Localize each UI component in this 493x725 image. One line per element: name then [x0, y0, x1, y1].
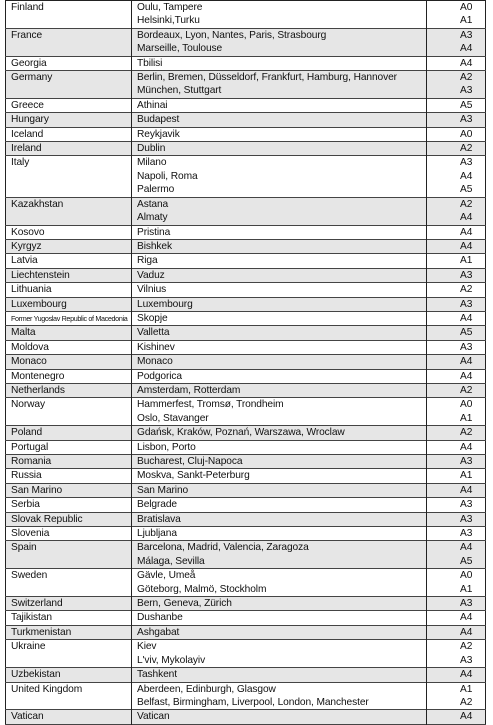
zone-class: A2: [427, 71, 486, 85]
country-group: [6, 383, 486, 397]
zone-class: A3: [460, 341, 473, 353]
zone-class: A4: [427, 355, 486, 369]
city-list: Belfast, Birmingham, Liverpool, London, Manchester: [132, 696, 427, 710]
country-name: Slovak Republic: [6, 512, 132, 526]
country-name: Iceland: [6, 127, 132, 141]
country-group: [6, 197, 486, 225]
country-name: Ukraine: [6, 640, 132, 654]
table-row: [6, 483, 486, 497]
table-row: [6, 1, 486, 15]
city-list: Vaduz: [132, 268, 427, 282]
zone-class: A4: [427, 211, 486, 225]
table-row: [6, 611, 486, 625]
table-row: [6, 211, 486, 225]
country-group: [6, 469, 486, 483]
city-list: Belgrade: [132, 498, 427, 512]
zone-class: A4: [460, 312, 473, 324]
country-group: [6, 668, 486, 682]
zone-class: A0: [460, 128, 473, 140]
zone-class: A3: [460, 528, 473, 540]
zone-class: A0: [460, 2, 473, 13]
country-name: Tajikistan: [6, 611, 132, 625]
country-name-empty: [6, 583, 132, 597]
table-row: [6, 254, 486, 268]
table-row: [6, 239, 486, 253]
zone-class: A5: [427, 555, 486, 569]
zone-class: A2: [427, 197, 486, 211]
zone-class: A3: [460, 654, 473, 666]
zone-class: A4: [427, 239, 486, 253]
city-list: Bern, Geneva, Zürich: [132, 597, 427, 611]
country-group: [6, 1, 486, 29]
table-row: [6, 283, 486, 297]
table-row: [6, 512, 486, 526]
table-row: [6, 696, 486, 710]
city-list: Skopje: [132, 311, 427, 325]
country-group: [6, 625, 486, 639]
table-row: [6, 682, 486, 696]
zone-class: A3: [427, 512, 486, 526]
zone-class: A1: [460, 683, 473, 695]
table-row: [6, 498, 486, 512]
country-name: San Marino: [6, 483, 132, 497]
country-group: [6, 512, 486, 526]
zone-class: A1: [460, 583, 473, 595]
zone-class: A3: [427, 113, 486, 127]
table-row: [6, 56, 486, 70]
city-list: Ashgabat: [132, 625, 427, 639]
country-group: [6, 311, 486, 325]
city-list: Berlin, Bremen, Düsseldorf, Frankfurt, Hamburg, Hannover: [132, 71, 427, 85]
zone-class: A3: [427, 597, 486, 611]
city-list: Vatican: [132, 710, 427, 724]
country-name: Finland: [6, 1, 132, 15]
zone-class: A2: [427, 383, 486, 397]
table-row: [6, 98, 486, 112]
city-list: Tashkent: [132, 668, 427, 682]
city-list: Luxembourg: [132, 297, 427, 311]
table-row: [6, 156, 486, 170]
country-name: Kazakhstan: [6, 197, 132, 211]
country-group: [6, 710, 486, 724]
country-group: [6, 28, 486, 56]
city-list: Dushanbe: [132, 611, 427, 625]
city-list: Bucharest, Cluj-Napoca: [132, 455, 427, 469]
country-name-empty: [6, 183, 132, 197]
table-row: [6, 28, 486, 42]
table-row: [6, 71, 486, 85]
country-group: [6, 340, 486, 354]
zone-class: A4: [427, 668, 486, 682]
city-list: Gävle, Umeå: [132, 569, 427, 583]
country-name: Slovenia: [6, 527, 132, 541]
country-group: [6, 56, 486, 70]
table-row: [6, 326, 486, 340]
zone-class: A4: [427, 483, 486, 497]
zone-class: A4: [460, 226, 473, 238]
city-list: Podgorica: [132, 369, 427, 383]
country-name: Poland: [6, 426, 132, 440]
country-name-empty: [6, 42, 132, 56]
zone-class: A2: [460, 284, 473, 296]
table-row: [6, 426, 486, 440]
zone-class: A3: [427, 297, 486, 311]
country-city-table: [5, 0, 486, 725]
zone-class: A1: [460, 412, 473, 424]
city-list: Oulu, Tampere: [132, 1, 427, 15]
city-list: München, Stuttgart: [132, 84, 427, 98]
city-list: Napoli, Roma: [132, 170, 427, 183]
country-name: Norway: [6, 398, 132, 412]
table-row: [6, 369, 486, 383]
country-name: Former Yugoslav Republic of Macedonia: [6, 311, 132, 325]
zone-class: A4: [427, 625, 486, 639]
zone-class: A4: [460, 612, 473, 624]
city-list: Gdańsk, Kraków, Poznań, Warszawa, Wroclaw: [132, 426, 427, 440]
zone-class: A5: [460, 99, 473, 111]
city-list: L'viv, Mykolayiv: [132, 654, 427, 668]
country-group: [6, 98, 486, 112]
city-list: Athinai: [132, 98, 427, 112]
country-group: [6, 498, 486, 512]
country-name: Georgia: [6, 56, 132, 70]
country-name: Netherlands: [6, 383, 132, 397]
zone-class: A2: [460, 641, 473, 653]
city-list: Ljubljana: [132, 527, 427, 541]
table-row: [6, 383, 486, 397]
city-list: Moskva, Sankt-Peterburg: [132, 469, 427, 483]
country-name: France: [6, 28, 132, 42]
country-name: Germany: [6, 71, 132, 85]
table-row: [6, 142, 486, 156]
city-list: Vilnius: [132, 283, 427, 297]
table-row: [6, 412, 486, 426]
country-group: [6, 355, 486, 369]
table-row: [6, 469, 486, 483]
city-list: Budapest: [132, 113, 427, 127]
country-group: [6, 156, 486, 197]
zone-class: A0: [460, 570, 473, 582]
country-name: Italy: [6, 156, 132, 170]
table-row: [6, 268, 486, 282]
table-row: [6, 583, 486, 597]
zone-class: A4: [460, 57, 473, 69]
zone-class: A3: [427, 455, 486, 469]
table-row: [6, 541, 486, 555]
country-name: Turkmenistan: [6, 625, 132, 639]
country-group: [6, 142, 486, 156]
zone-class: A5: [460, 184, 473, 196]
country-group: [6, 455, 486, 469]
table-row: [6, 183, 486, 197]
table-row: [6, 113, 486, 127]
city-list: Milano: [132, 156, 427, 170]
country-name: Latvia: [6, 254, 132, 268]
country-name-empty: [6, 170, 132, 183]
table-row: [6, 654, 486, 668]
city-list: Reykjavik: [132, 127, 427, 141]
table-row: [6, 127, 486, 141]
table-row: [6, 527, 486, 541]
city-list: Helsinki,Turku: [132, 14, 427, 28]
country-group: [6, 268, 486, 282]
country-name: Malta: [6, 326, 132, 340]
city-list: Bordeaux, Lyon, Nantes, Paris, Strasbourg: [132, 28, 427, 42]
country-name: Kyrgyz: [6, 239, 132, 253]
country-group: [6, 611, 486, 625]
country-name: Ireland: [6, 142, 132, 156]
country-name: Russia: [6, 469, 132, 483]
table-row: [6, 297, 486, 311]
zone-class: A1: [460, 470, 473, 482]
country-name: Greece: [6, 98, 132, 112]
city-list: Monaco: [132, 355, 427, 369]
table-row: [6, 640, 486, 654]
table-row: [6, 555, 486, 569]
country-group: [6, 113, 486, 127]
city-list: Almaty: [132, 211, 427, 225]
city-list: Kiev: [132, 640, 427, 654]
city-list: Bishkek: [132, 239, 427, 253]
zone-class: A4: [460, 170, 473, 182]
city-classification-sheet: [5, 0, 485, 725]
country-group: [6, 71, 486, 99]
city-list: Astana: [132, 197, 427, 211]
zone-class: A4: [460, 441, 473, 453]
table-row: [6, 311, 486, 325]
city-list: Hammerfest, Tromsø, Trondheim: [132, 398, 427, 412]
city-list: Tbilisi: [132, 56, 427, 70]
country-name-empty: [6, 696, 132, 710]
country-group: [6, 483, 486, 497]
city-list: Aberdeen, Edinburgh, Glasgow: [132, 682, 427, 696]
table-row: [6, 197, 486, 211]
zone-class: A4: [427, 541, 486, 555]
zone-class: A5: [427, 326, 486, 340]
country-name: Montenegro: [6, 369, 132, 383]
table-row: [6, 225, 486, 239]
zone-class: A4: [427, 710, 486, 724]
city-list: Kishinev: [132, 340, 427, 354]
country-group: [6, 254, 486, 268]
country-name: Spain: [6, 541, 132, 555]
zone-class: A2: [427, 426, 486, 440]
country-name: Sweden: [6, 569, 132, 583]
table-row: [6, 625, 486, 639]
country-name: Monaco: [6, 355, 132, 369]
country-name: Hungary: [6, 113, 132, 127]
country-group: [6, 440, 486, 454]
country-group: [6, 426, 486, 440]
zone-class: A0: [460, 399, 473, 411]
country-name: Romania: [6, 455, 132, 469]
zone-class: A2: [427, 142, 486, 156]
country-name-empty: [6, 412, 132, 426]
zone-class: A3: [460, 499, 473, 511]
table-row: [6, 42, 486, 56]
country-name: Serbia: [6, 498, 132, 512]
city-list: Dublin: [132, 142, 427, 156]
country-name: Moldova: [6, 340, 132, 354]
country-name: Vatican: [6, 710, 132, 724]
table-row: [6, 84, 486, 98]
table-row: [6, 597, 486, 611]
zone-class: A1: [460, 15, 473, 27]
city-list: Barcelona, Madrid, Valencia, Zaragoza: [132, 541, 427, 555]
city-list: San Marino: [132, 483, 427, 497]
country-name: United Kingdom: [6, 682, 132, 696]
zone-class: A3: [427, 84, 486, 98]
table-row: [6, 355, 486, 369]
country-name: Lithuania: [6, 283, 132, 297]
zone-class: A3: [427, 268, 486, 282]
country-name: Liechtenstein: [6, 268, 132, 282]
country-group: [6, 569, 486, 597]
table-row: [6, 710, 486, 724]
country-name: Kosovo: [6, 225, 132, 239]
country-group: [6, 127, 486, 141]
country-group: [6, 682, 486, 710]
city-list: Oslo, Stavanger: [132, 412, 427, 426]
table-row: [6, 340, 486, 354]
country-group: [6, 239, 486, 253]
city-list: Valletta: [132, 326, 427, 340]
country-group: [6, 527, 486, 541]
city-list: Riga: [132, 254, 427, 268]
zone-class: A4: [427, 42, 486, 56]
city-list: Marseille, Toulouse: [132, 42, 427, 56]
city-list: Bratislava: [132, 512, 427, 526]
zone-class: A2: [460, 696, 473, 708]
zone-class: A3: [460, 157, 473, 169]
zone-class: A3: [427, 28, 486, 42]
country-group: [6, 640, 486, 668]
city-list: Pristina: [132, 225, 427, 239]
city-list: Palermo: [132, 183, 427, 197]
country-group: [6, 597, 486, 611]
table-row: [6, 440, 486, 454]
country-name: Uzbekistan: [6, 668, 132, 682]
zone-class: A1: [460, 255, 473, 267]
country-name-empty: [6, 84, 132, 98]
country-name-empty: [6, 14, 132, 28]
country-name-empty: [6, 555, 132, 569]
table-row: [6, 170, 486, 183]
country-group: [6, 398, 486, 426]
table-row: [6, 569, 486, 583]
country-name-empty: [6, 654, 132, 668]
table-row: [6, 398, 486, 412]
country-name: Luxembourg: [6, 297, 132, 311]
country-name-empty: [6, 211, 132, 225]
city-list: Göteborg, Malmö, Stockholm: [132, 583, 427, 597]
country-group: [6, 225, 486, 239]
country-group: [6, 541, 486, 569]
table-row: [6, 14, 486, 28]
country-name: Switzerland: [6, 597, 132, 611]
city-list: Amsterdam, Rotterdam: [132, 383, 427, 397]
country-group: [6, 326, 486, 340]
zone-class: A4: [460, 370, 473, 382]
table-row: [6, 455, 486, 469]
city-list: Lisbon, Porto: [132, 440, 427, 454]
country-name: Portugal: [6, 440, 132, 454]
country-group: [6, 369, 486, 383]
table-row: [6, 668, 486, 682]
country-group: [6, 283, 486, 297]
city-list: Málaga, Sevilla: [132, 555, 427, 569]
country-group: [6, 297, 486, 311]
